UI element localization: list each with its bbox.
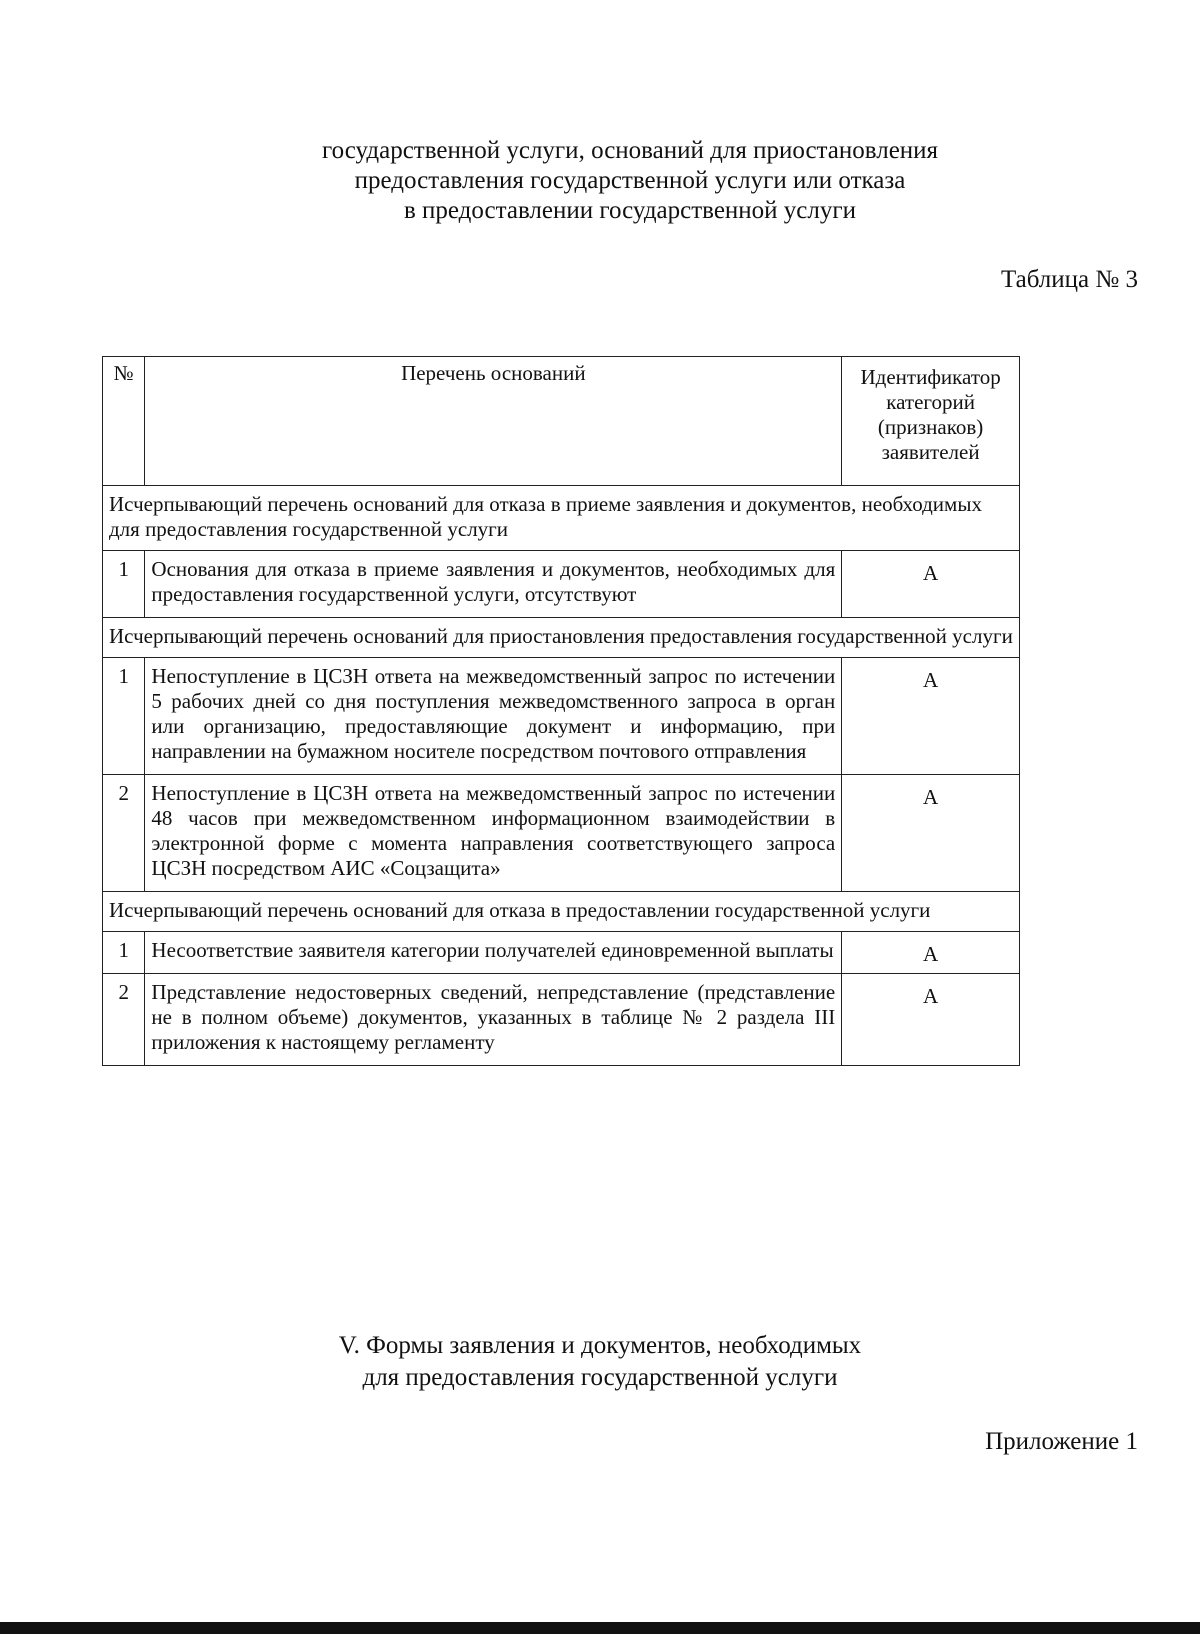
row-number: 1 [103,551,145,618]
row-identifier: А [842,658,1020,775]
heading-line: в предоставлении государственной услуги [403,197,857,224]
row-identifier: А [842,974,1020,1066]
scan-edge-rule [0,1622,1200,1634]
section-v-heading [240,1330,960,1394]
section-title: Исчерпывающий перечень оснований для приостановления предоставления государственной услуги [103,618,1020,658]
header-grounds: Перечень оснований [145,357,842,486]
table-header-row [103,357,1020,486]
grounds-table [102,356,1020,1066]
row-number: 2 [103,974,145,1066]
heading-line: для предоставления государственной услуги [362,1364,838,1391]
row-identifier: А [842,775,1020,892]
table-row [103,775,1020,892]
row-number: 2 [103,775,145,892]
section-row-suspension [103,618,1020,658]
heading-line: V. Формы заявления и документов, необходимых [338,1332,862,1359]
table-row [103,551,1020,618]
row-ground-text: Несоответствие заявителя категории получателей единовременной выплаты [145,932,842,974]
appendix-label: Приложение 1 [985,1428,1138,1455]
row-number: 1 [103,658,145,775]
row-ground-text: Непоступление в ЦСЗН ответа на межведомственный запрос по истечении 5 рабочих дней со дня поступления межведомственного запроса в орган или организацию, предоставляющие документ и информацию, при направлении на бумажном носителе посредством почтового отправления [145,658,842,775]
row-number: 1 [103,932,145,974]
table-row [103,974,1020,1066]
heading-line: государственной услуги, оснований для приостановления [321,137,939,164]
table-row [103,932,1020,974]
section-heading-continued [200,136,1060,226]
table-number-label: Таблица № 3 [1000,266,1138,293]
row-identifier: А [842,551,1020,618]
heading-line: предоставления государственной услуги или отказа [354,167,906,194]
row-ground-text: Непоступление в ЦСЗН ответа на межведомственный запрос по истечении 48 часов при межведомственном информационном взаимодействии в электронной форме с момента направления соответствующего запроса ЦСЗН посредством АИС «Соцзащита» [145,775,842,892]
table-row [103,658,1020,775]
section-row-refusal-acceptance [103,486,1020,551]
header-identifier: Идентификатор категорий (признаков) заявителей [842,357,1020,486]
row-identifier: А [842,932,1020,974]
section-title: Исчерпывающий перечень оснований для отказа в приеме заявления и документов, необходимых для предоставления государственной услуги [103,486,1020,551]
row-ground-text: Представление недостоверных сведений, непредставление (представление не в полном объеме) документов, указанных в таблице № 2 раздела III приложения к настоящему регламенту [145,974,842,1066]
header-number: № [103,357,145,486]
row-ground-text: Основания для отказа в приеме заявления и документов, необходимых для предоставления государственной услуги, отсутствуют [145,551,842,618]
section-row-refusal-provision [103,892,1020,932]
section-title: Исчерпывающий перечень оснований для отказа в предоставлении государственной услуги [103,892,1020,932]
